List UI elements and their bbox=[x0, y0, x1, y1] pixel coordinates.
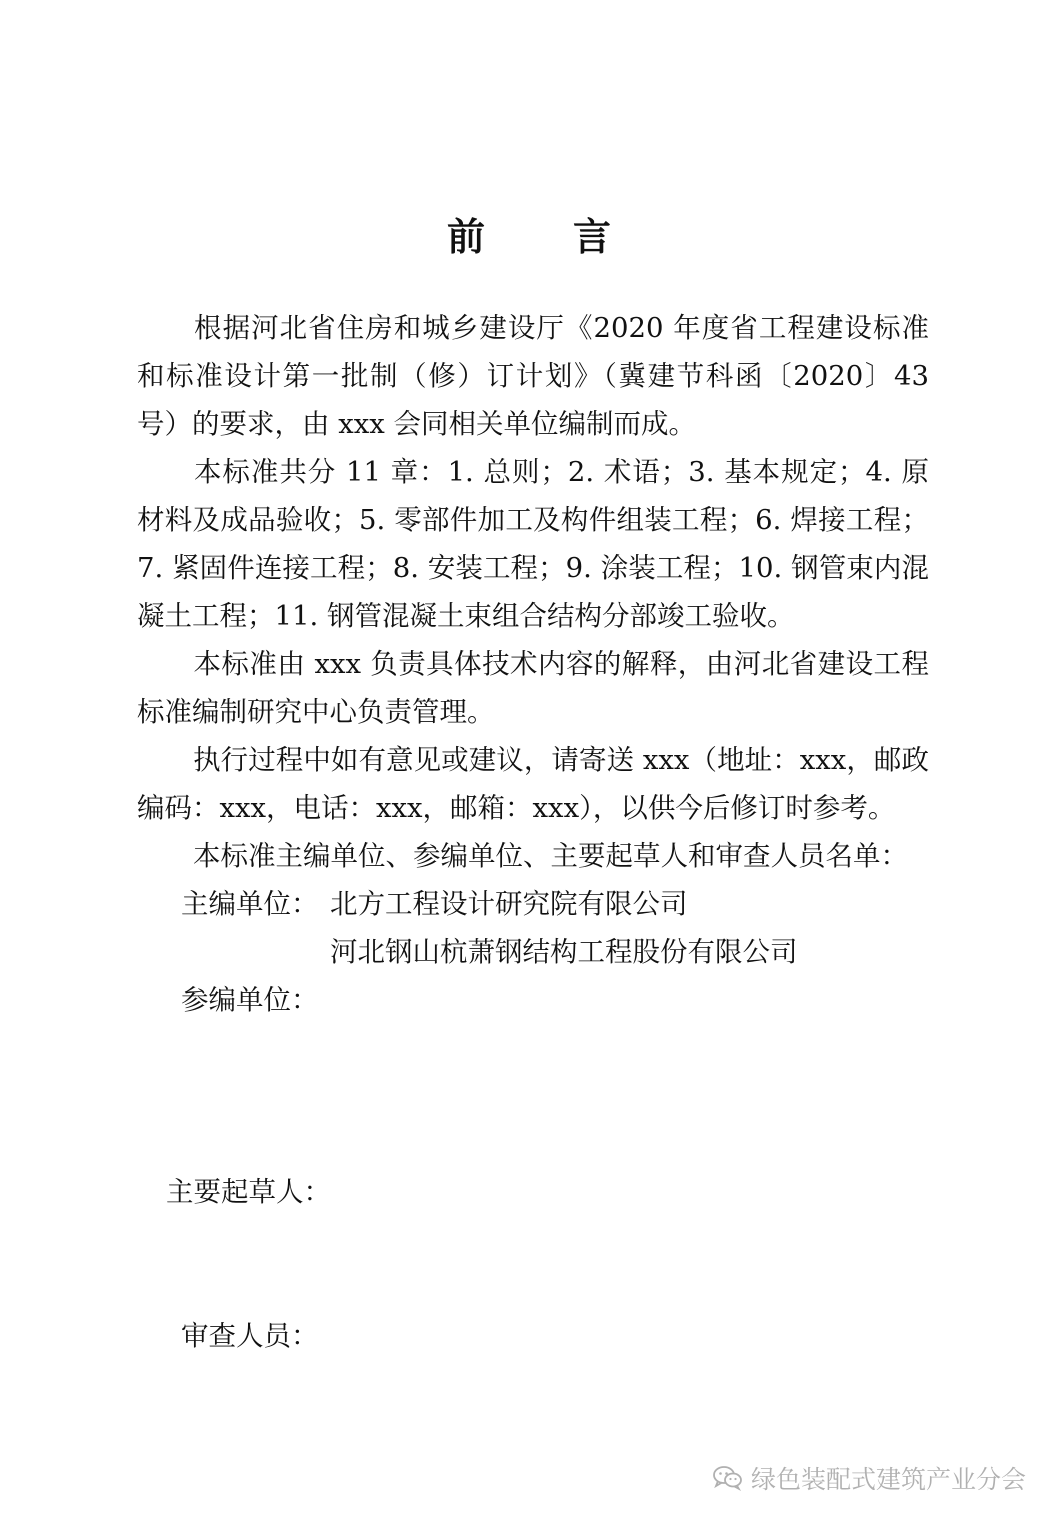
paragraph-interpretation-text: 本标准由 xxx 负责具体技术内容的解释，由河北省建设工程标准编制研究中心负责管理。 bbox=[137, 648, 929, 728]
chief-unit-item: 河北钢山杭萧钢结构工程股份有限公司 bbox=[330, 936, 798, 968]
chief-units-label: 主编单位： bbox=[181, 888, 319, 920]
wechat-icon bbox=[713, 1465, 743, 1491]
watermark-text: 绿色装配式建筑产业分会 bbox=[750, 1465, 1026, 1494]
paragraph-chapters-text: 本标准共分 11 章：1. 总则；2. 术语；3. 基本规定；4. 原材料及成品验收；5. 零部件加工及构件组装工程；6. 焊接工程；7. 紧固件连接工程；8. 安装工程；9. 涂装工程；10. 钢管束内混凝土工程；11. 钢管混凝土束组合结构分部竣工验收。 bbox=[137, 456, 929, 632]
chief-unit-item: 北方工程设计研究院有限公司 bbox=[330, 888, 688, 920]
reviewers-label: 审查人员： bbox=[181, 1320, 319, 1352]
paragraph-interpretation bbox=[137, 640, 929, 736]
paragraph-feedback bbox=[137, 736, 929, 832]
watermark bbox=[713, 1460, 1026, 1496]
paragraph-feedback-text: 执行过程中如有意见或建议，请寄送 xxx（地址：xxx，邮政编码：xxx，电话：xxx，邮箱：xxx），以供今后修订时参考。 bbox=[137, 744, 929, 824]
participating-units-label: 参编单位： bbox=[181, 984, 319, 1016]
drafters-label: 主要起草人： bbox=[166, 1176, 331, 1208]
title-char-2: 言 bbox=[573, 215, 612, 259]
title-char-1: 前 bbox=[446, 215, 485, 259]
page-title bbox=[0, 206, 1058, 261]
paragraph-basis bbox=[137, 304, 929, 448]
paragraph-chapters bbox=[137, 448, 929, 640]
list-intro: 本标准主编单位、参编单位、主要起草人和审查人员名单： bbox=[193, 840, 908, 872]
paragraph-basis-text: 根据河北省住房和城乡建设厅《2020 年度省工程建设标准和标准设计第一批制（修）订计划》（冀建节科函〔2020〕43 号）的要求，由 xxx 会同相关单位编制而成。 bbox=[137, 312, 929, 440]
